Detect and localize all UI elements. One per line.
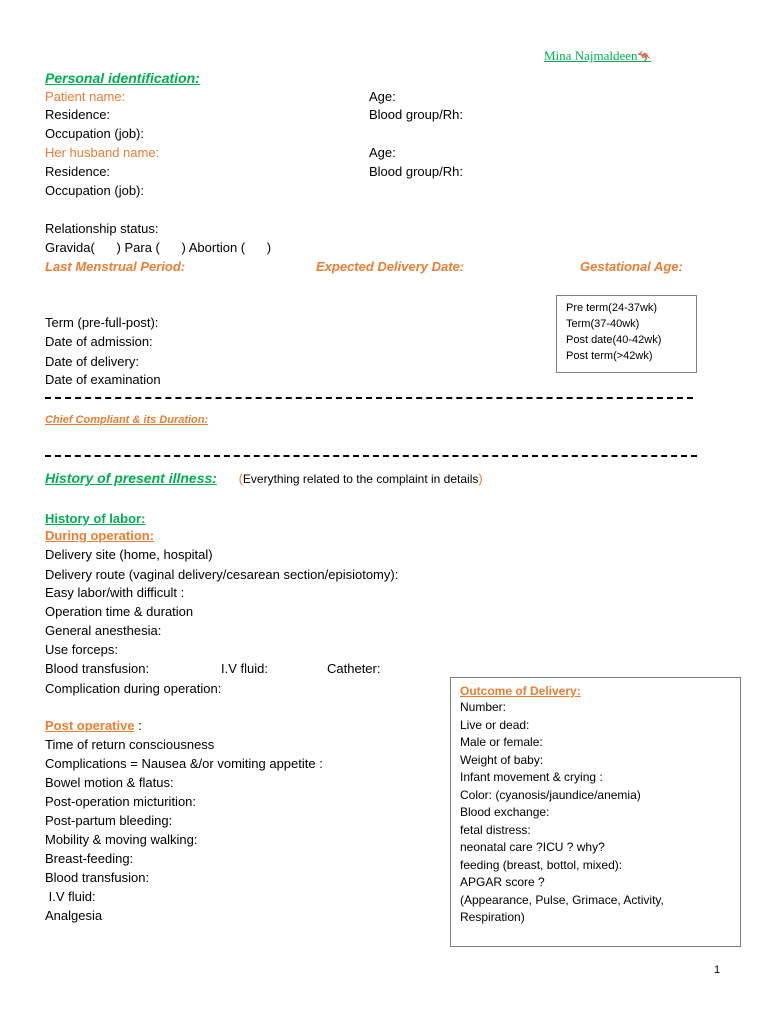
term-label: Term (pre-full-post): (45, 315, 159, 330)
section-divider (45, 397, 693, 399)
complication-label: Complication during operation: (45, 681, 222, 696)
post-op-item: Complications = Nausea &/or vomiting appetite : (45, 756, 323, 771)
outcome-item: Color: (cyanosis/jaundice/anemia) (460, 788, 641, 802)
hpi-note: Everything related to the complaint in details (242, 472, 479, 486)
delivery-date-label: Date of delivery: (45, 354, 139, 369)
outcome-item: fetal distress: (460, 823, 531, 837)
husband-blood-group-label: Blood group/Rh: (369, 164, 463, 179)
outcome-item: Live or dead: (460, 718, 530, 732)
labor-blood-transfusion-label: Blood transfusion: (45, 661, 150, 676)
post-op-item: Bowel motion & flatus: (45, 775, 174, 790)
husband-occupation-label: Occupation (job): (45, 183, 144, 198)
admission-date-label: Date of admission: (45, 334, 153, 349)
labor-item: Delivery site (home, hospital) (45, 547, 213, 562)
husband-age-label: Age: (369, 145, 396, 160)
husband-residence-label: Residence: (45, 164, 111, 179)
post-op-item: Post-operation micturition: (45, 794, 197, 809)
outcome-item: (Appearance, Pulse, Grimace, Activity, (460, 893, 664, 907)
post-op-heading: Post operative (45, 718, 135, 733)
catheter-label: Catheter: (327, 661, 381, 676)
page-number: 1 (714, 964, 721, 976)
author-text: Mina Najmaldeen (544, 48, 638, 63)
post-op-colon: : (134, 718, 142, 733)
labor-item: General anesthesia: (45, 623, 162, 638)
outcome-heading: Outcome of Delivery: (460, 684, 581, 698)
examination-date-label: Date of examination (45, 372, 161, 387)
hpi-row (45, 470, 483, 487)
labor-heading: History of labor: (45, 511, 146, 526)
outcome-item: neonatal care ?ICU ? why? (460, 840, 605, 854)
hpi-close-paren: ) (478, 471, 483, 486)
chief-complaint-heading: Chief Compliant & its Duration: (45, 414, 209, 426)
section-divider (45, 455, 697, 457)
gestational-age-label: Gestational Age: (580, 259, 683, 274)
outcome-item: Infant movement & crying : (460, 770, 603, 784)
during-operation-heading: During operation: (45, 528, 155, 543)
outcome-item: Male or female: (460, 735, 543, 749)
outcome-item: feeding (breast, bottol, mixed): (460, 858, 623, 872)
term-box-line: Term(37-40wk) (566, 318, 640, 330)
gravida-para-abortion: Gravida( ) Para ( ) Abortion ( ) (45, 240, 272, 255)
edd-label: Expected Delivery Date: (316, 259, 465, 274)
outcome-item: Respiration) (460, 910, 525, 924)
labor-item: Operation time & duration (45, 604, 194, 619)
personal-id-heading: Personal identification: (45, 70, 200, 86)
term-classification-box (556, 295, 697, 373)
author-name (544, 48, 651, 65)
post-op-item: Time of return consciousness (45, 737, 215, 752)
labor-item: Use forceps: (45, 642, 118, 657)
relationship-status-label: Relationship status: (45, 221, 159, 236)
outcome-of-delivery-box (450, 677, 741, 947)
hpi-open-paren: ( (238, 471, 243, 486)
patient-residence-label: Residence: (45, 107, 111, 122)
hpi-heading: History of present illness: (45, 470, 217, 486)
term-box-line: Post date(40-42wk) (566, 334, 662, 346)
post-op-item: Post-partum bleeding: (45, 813, 173, 828)
labor-item: Delivery route (vaginal delivery/cesarean section/episiotomy): (45, 567, 399, 582)
outcome-item: Weight of baby: (460, 753, 544, 767)
post-op-item: Breast-feeding: (45, 851, 134, 866)
patient-age-label: Age: (369, 89, 396, 104)
lmp-label: Last Menstrual Period: (45, 259, 186, 274)
post-op-item: Blood transfusion: (45, 870, 150, 885)
patient-occupation-label: Occupation (job): (45, 126, 144, 141)
labor-iv-fluid-label: I.V fluid: (221, 661, 268, 676)
outcome-item: Blood exchange: (460, 805, 550, 819)
patient-name-label: Patient name: (45, 89, 126, 104)
term-box-line: Post term(>42wk) (566, 350, 653, 362)
post-op-item: Analgesia (45, 908, 103, 923)
post-op-heading-row (45, 718, 142, 734)
patient-blood-group-label: Blood group/Rh: (369, 107, 463, 122)
post-op-item: I.V fluid: (45, 889, 96, 904)
outcome-item: APGAR score ? (460, 875, 545, 889)
term-box-line: Pre term(24-37wk) (566, 302, 658, 314)
kangaroo-icon: 🦘 (637, 51, 652, 63)
husband-name-label: Her husband name: (45, 145, 160, 160)
post-op-item: Mobility & moving walking: (45, 832, 198, 847)
labor-item: Easy labor/with difficult : (45, 585, 185, 600)
outcome-item: Number: (460, 700, 507, 714)
